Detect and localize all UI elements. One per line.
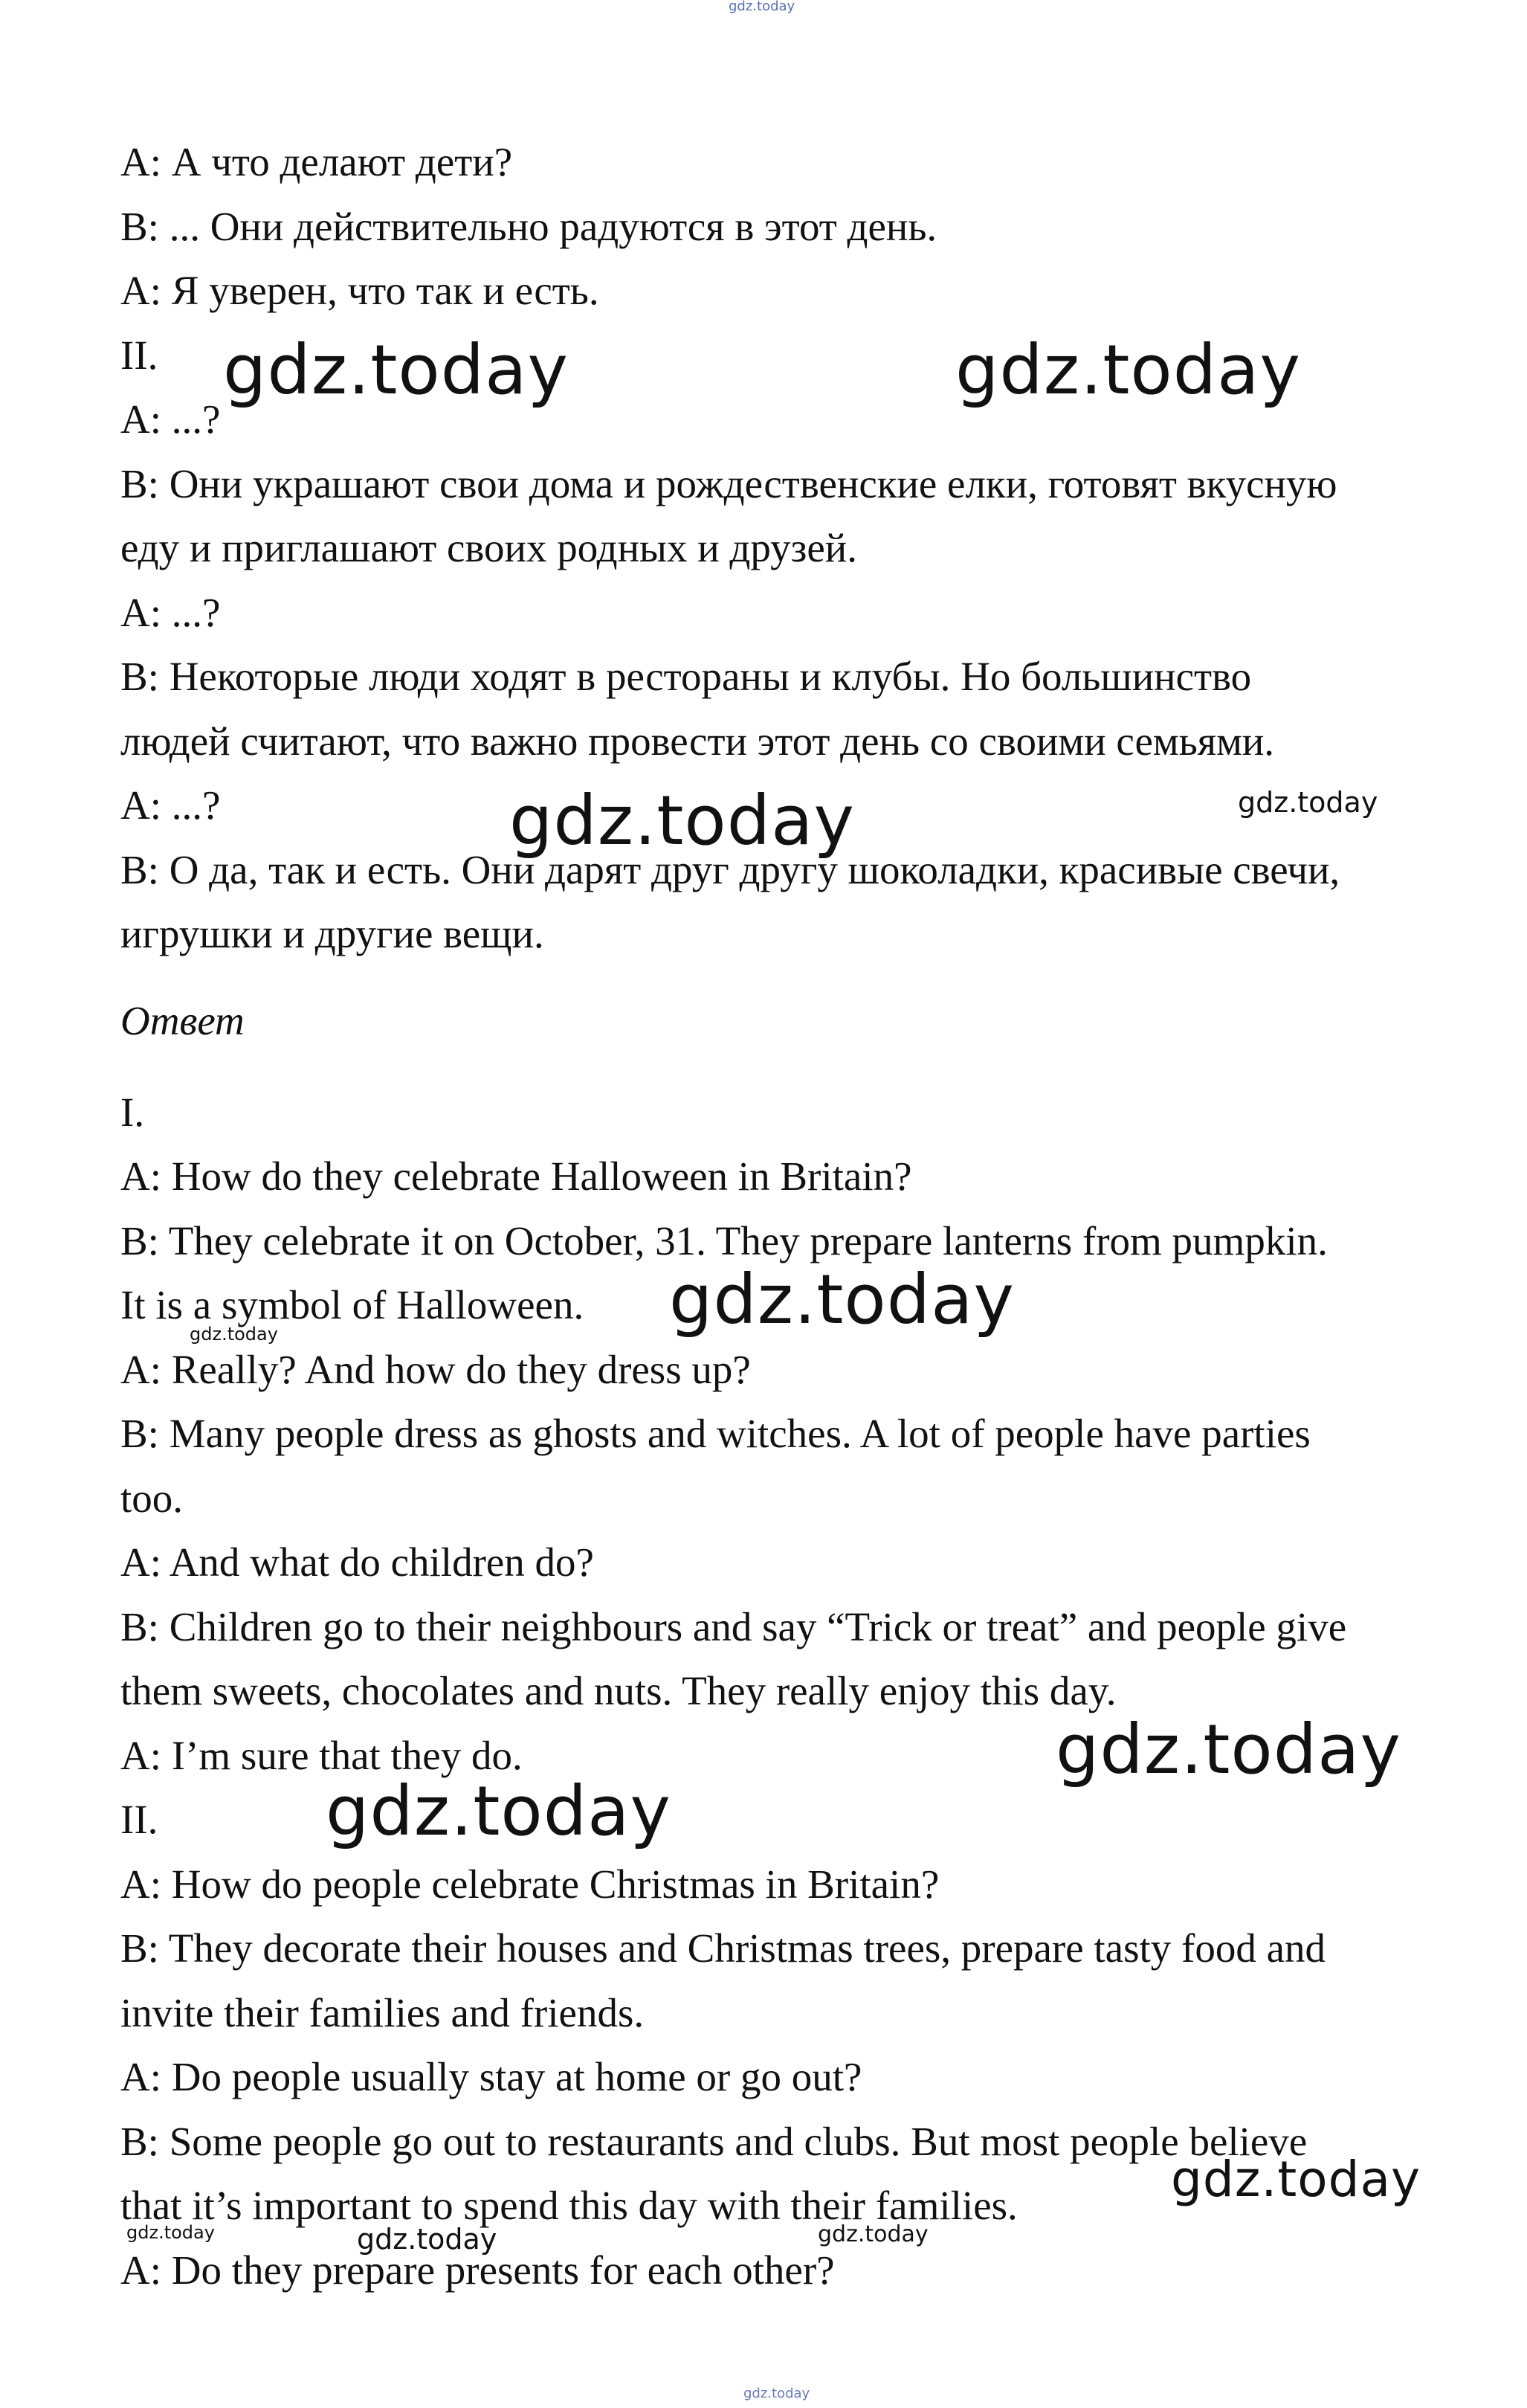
watermark: gdz.today xyxy=(509,781,855,860)
text-line: II. xyxy=(120,332,158,378)
text-line: еду и приглашают своих родных и друзей. xyxy=(120,525,857,570)
text-line: A: Do people usually stay at home or go out? xyxy=(120,2054,862,2099)
text-line: A: ...? xyxy=(120,590,221,635)
text-line: I. xyxy=(120,1089,145,1135)
text-line: A: Do they prepare presents for each other? xyxy=(120,2247,835,2293)
text-line: II. xyxy=(120,1797,158,1842)
text-line: игрушки и другие вещи. xyxy=(120,911,544,956)
text-line: A: ...? xyxy=(120,782,221,828)
watermark: gdz.today xyxy=(1171,2151,1421,2208)
watermark: gdz.today xyxy=(126,2222,215,2243)
text-line: them sweets, chocolates and nuts. They really enjoy this day. xyxy=(120,1668,1117,1713)
text-line: A: And what do children do? xyxy=(120,1539,594,1585)
text-line: B: ... Они действительно радуются в этот день. xyxy=(120,204,937,249)
text-line: B: Они украшают свои дома и рождественские елки, готовят вкусную xyxy=(120,461,1337,506)
watermark: gdz.today xyxy=(326,1771,671,1851)
watermark: gdz.today xyxy=(669,1260,1015,1339)
text-line: B: They celebrate it on October, 31. They prepare lanterns from pumpkin. xyxy=(120,1218,1328,1263)
text-line: too. xyxy=(120,1475,184,1521)
text-line: that it’s important to spend this day with their families. xyxy=(120,2183,1018,2228)
text-line: B: They decorate their houses and Christmas trees, prepare tasty food and xyxy=(120,1925,1326,1971)
watermark: gdz.today xyxy=(743,2386,810,2401)
text-line: A: I’m sure that they do. xyxy=(120,1733,523,1778)
text-line: A: How do they celebrate Halloween in Britain? xyxy=(120,1153,912,1199)
text-line: людей считают, что важно провести этот день со своими семьями. xyxy=(120,718,1275,764)
text-line: A: Really? And how do they dress up? xyxy=(120,1347,751,1392)
header-watermark: gdz.today xyxy=(729,0,795,14)
text-line: B: Некоторые люди ходят в рестораны и клубы. Но большинство xyxy=(120,654,1252,699)
watermark: gdz.today xyxy=(818,2221,929,2247)
watermark: gdz.today xyxy=(1056,1710,1401,1789)
text-line: B: Children go to their neighbours and say “Trick or treat” and people give xyxy=(120,1604,1347,1649)
text-line: invite their families and friends. xyxy=(120,1990,645,2035)
text-line: A: ...? xyxy=(120,396,221,442)
watermark: gdz.today xyxy=(190,1324,278,1345)
text-line: B: О да, так и есть. Они дарят друг другу шоколадки, красивые свечи, xyxy=(120,847,1340,892)
text-line: A: How do people celebrate Christmas in Britain? xyxy=(120,1861,940,1907)
watermark: gdz.today xyxy=(223,330,569,410)
watermark: gdz.today xyxy=(357,2223,497,2256)
text-line: A: Я уверен, что так и есть. xyxy=(120,268,599,313)
watermark: gdz.today xyxy=(955,330,1301,410)
answer-heading: Ответ xyxy=(120,998,245,1043)
text-line: B: Some people go out to restaurants and clubs. But most people believe xyxy=(120,2119,1308,2164)
text-line: B: Many people dress as ghosts and witches. A lot of people have parties xyxy=(120,1411,1311,1456)
text-line: A: А что делают дети? xyxy=(120,139,513,184)
text-line: It is a symbol of Halloween. xyxy=(120,1282,584,1327)
watermark: gdz.today xyxy=(1238,786,1378,819)
